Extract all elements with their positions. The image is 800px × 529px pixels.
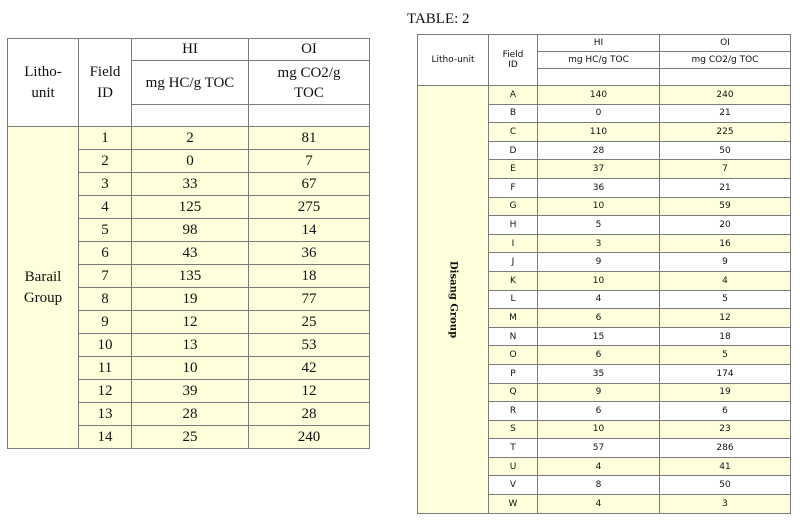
hi-value-cell: 9 bbox=[538, 383, 660, 402]
hi-value-cell: 13 bbox=[132, 334, 249, 357]
field-id-cell: C bbox=[489, 123, 538, 142]
hi-value-cell: 9 bbox=[538, 253, 660, 272]
hi-value-cell: 33 bbox=[132, 173, 249, 196]
oi-value-cell: 19 bbox=[660, 383, 791, 402]
oi-value-cell: 21 bbox=[660, 104, 791, 123]
hi-blank-cell bbox=[132, 105, 249, 127]
field-id-header: Field ID bbox=[79, 39, 132, 127]
field-id-cell: 5 bbox=[79, 219, 132, 242]
hi-value-cell: 6 bbox=[538, 346, 660, 365]
oi-value-cell: 240 bbox=[660, 86, 791, 105]
field-id-cell: 4 bbox=[79, 196, 132, 219]
field-id-cell: 7 bbox=[79, 265, 132, 288]
field-id-cell: F bbox=[489, 178, 538, 197]
hi-value-cell: 37 bbox=[538, 160, 660, 179]
hi-value-cell: 28 bbox=[538, 141, 660, 160]
oi-value-cell: 18 bbox=[249, 265, 370, 288]
hi-value-cell: 10 bbox=[538, 271, 660, 290]
hi-value-cell: 43 bbox=[132, 242, 249, 265]
field-id-cell: I bbox=[489, 234, 538, 253]
hi-value-cell: 6 bbox=[538, 402, 660, 421]
oi-value-cell: 5 bbox=[660, 346, 791, 365]
hi-value-cell: 135 bbox=[132, 265, 249, 288]
oi-value-cell: 174 bbox=[660, 364, 791, 383]
oi-value-cell: 81 bbox=[249, 127, 370, 150]
field-id-cell: T bbox=[489, 439, 538, 458]
hi-value-cell: 0 bbox=[132, 150, 249, 173]
oi-value-cell: 12 bbox=[660, 309, 791, 328]
field-id-cell: V bbox=[489, 476, 538, 495]
field-id-cell: K bbox=[489, 271, 538, 290]
oi-blank-cell bbox=[660, 69, 791, 86]
table-row bbox=[418, 86, 791, 105]
field-id-cell: L bbox=[489, 290, 538, 309]
field-id-cell: B bbox=[489, 104, 538, 123]
hi-unit-header: mg HC/g TOC bbox=[132, 61, 249, 105]
table-row bbox=[8, 127, 370, 150]
hi-header: HI bbox=[538, 35, 660, 52]
oi-header: OI bbox=[660, 35, 791, 52]
oi-value-cell: 36 bbox=[249, 242, 370, 265]
hi-value-cell: 0 bbox=[538, 104, 660, 123]
litho-unit-cell: Barail Group bbox=[8, 127, 79, 449]
group-label: Disang Group bbox=[447, 260, 459, 338]
field-id-cell: 1 bbox=[79, 127, 132, 150]
hi-value-cell: 98 bbox=[132, 219, 249, 242]
field-id-cell: 13 bbox=[79, 403, 132, 426]
hi-value-cell: 35 bbox=[538, 364, 660, 383]
hi-value-cell: 4 bbox=[538, 495, 660, 514]
field-id-cell: 14 bbox=[79, 426, 132, 449]
field-id-cell: U bbox=[489, 457, 538, 476]
hi-value-cell: 3 bbox=[538, 234, 660, 253]
hi-value-cell: 4 bbox=[538, 457, 660, 476]
hi-value-cell: 125 bbox=[132, 196, 249, 219]
oi-value-cell: 59 bbox=[660, 197, 791, 216]
oi-value-cell: 77 bbox=[249, 288, 370, 311]
field-id-cell: A bbox=[489, 86, 538, 105]
field-id-cell: W bbox=[489, 495, 538, 514]
hi-header: HI bbox=[132, 39, 249, 61]
hi-value-cell: 12 bbox=[132, 311, 249, 334]
oi-value-cell: 7 bbox=[660, 160, 791, 179]
field-id-cell: G bbox=[489, 197, 538, 216]
oi-value-cell: 6 bbox=[660, 402, 791, 421]
field-id-cell: 2 bbox=[79, 150, 132, 173]
hi-value-cell: 6 bbox=[538, 309, 660, 328]
hi-value-cell: 57 bbox=[538, 439, 660, 458]
oi-value-cell: 286 bbox=[660, 439, 791, 458]
oi-unit-header: mg CO2/g TOC bbox=[249, 61, 370, 105]
barail-table bbox=[7, 38, 370, 449]
field-id-cell: E bbox=[489, 160, 538, 179]
field-id-header: Field ID bbox=[489, 35, 538, 86]
oi-value-cell: 50 bbox=[660, 141, 791, 160]
oi-value-cell: 53 bbox=[249, 334, 370, 357]
oi-value-cell: 41 bbox=[660, 457, 791, 476]
field-id-cell: P bbox=[489, 364, 538, 383]
oi-value-cell: 240 bbox=[249, 426, 370, 449]
hi-value-cell: 25 bbox=[132, 426, 249, 449]
field-id-cell: 8 bbox=[79, 288, 132, 311]
oi-value-cell: 14 bbox=[249, 219, 370, 242]
hi-value-cell: 8 bbox=[538, 476, 660, 495]
field-id-cell: 10 bbox=[79, 334, 132, 357]
oi-header: OI bbox=[249, 39, 370, 61]
hi-value-cell: 10 bbox=[132, 357, 249, 380]
field-id-cell: J bbox=[489, 253, 538, 272]
oi-value-cell: 28 bbox=[249, 403, 370, 426]
field-id-cell: H bbox=[489, 216, 538, 235]
field-id-cell: D bbox=[489, 141, 538, 160]
hi-value-cell: 15 bbox=[538, 327, 660, 346]
oi-value-cell: 12 bbox=[249, 380, 370, 403]
litho-unit-header: Litho-unit bbox=[418, 35, 489, 86]
litho-unit-header: Litho- unit bbox=[8, 39, 79, 127]
field-id-cell: 6 bbox=[79, 242, 132, 265]
oi-value-cell: 9 bbox=[660, 253, 791, 272]
field-id-cell: 3 bbox=[79, 173, 132, 196]
hi-value-cell: 2 bbox=[132, 127, 249, 150]
oi-value-cell: 18 bbox=[660, 327, 791, 346]
field-id-cell: 9 bbox=[79, 311, 132, 334]
oi-value-cell: 275 bbox=[249, 196, 370, 219]
oi-value-cell: 25 bbox=[249, 311, 370, 334]
oi-blank-cell bbox=[249, 105, 370, 127]
hi-value-cell: 19 bbox=[132, 288, 249, 311]
oi-value-cell: 7 bbox=[249, 150, 370, 173]
oi-value-cell: 16 bbox=[660, 234, 791, 253]
oi-value-cell: 4 bbox=[660, 271, 791, 290]
hi-value-cell: 39 bbox=[132, 380, 249, 403]
hi-blank-cell bbox=[538, 69, 660, 86]
field-id-cell: N bbox=[489, 327, 538, 346]
oi-value-cell: 50 bbox=[660, 476, 791, 495]
oi-value-cell: 20 bbox=[660, 216, 791, 235]
hi-value-cell: 4 bbox=[538, 290, 660, 309]
field-id-cell: M bbox=[489, 309, 538, 328]
oi-value-cell: 67 bbox=[249, 173, 370, 196]
oi-unit-header: mg CO2/g TOC bbox=[660, 52, 791, 69]
hi-value-cell: 5 bbox=[538, 216, 660, 235]
hi-unit-header: mg HC/g TOC bbox=[538, 52, 660, 69]
field-id-cell: S bbox=[489, 420, 538, 439]
hi-value-cell: 140 bbox=[538, 86, 660, 105]
disang-table bbox=[417, 34, 791, 514]
table-caption: TABLE: 2 bbox=[407, 11, 470, 27]
field-id-cell: R bbox=[489, 402, 538, 421]
litho-unit-cell bbox=[418, 86, 489, 514]
hi-value-cell: 28 bbox=[132, 403, 249, 426]
hi-value-cell: 10 bbox=[538, 197, 660, 216]
hi-value-cell: 36 bbox=[538, 178, 660, 197]
oi-value-cell: 42 bbox=[249, 357, 370, 380]
field-id-cell: 11 bbox=[79, 357, 132, 380]
oi-value-cell: 5 bbox=[660, 290, 791, 309]
oi-value-cell: 23 bbox=[660, 420, 791, 439]
oi-value-cell: 3 bbox=[660, 495, 791, 514]
oi-value-cell: 225 bbox=[660, 123, 791, 142]
field-id-cell: O bbox=[489, 346, 538, 365]
field-id-cell: Q bbox=[489, 383, 538, 402]
hi-value-cell: 110 bbox=[538, 123, 660, 142]
field-id-cell: 12 bbox=[79, 380, 132, 403]
hi-value-cell: 10 bbox=[538, 420, 660, 439]
oi-value-cell: 21 bbox=[660, 178, 791, 197]
